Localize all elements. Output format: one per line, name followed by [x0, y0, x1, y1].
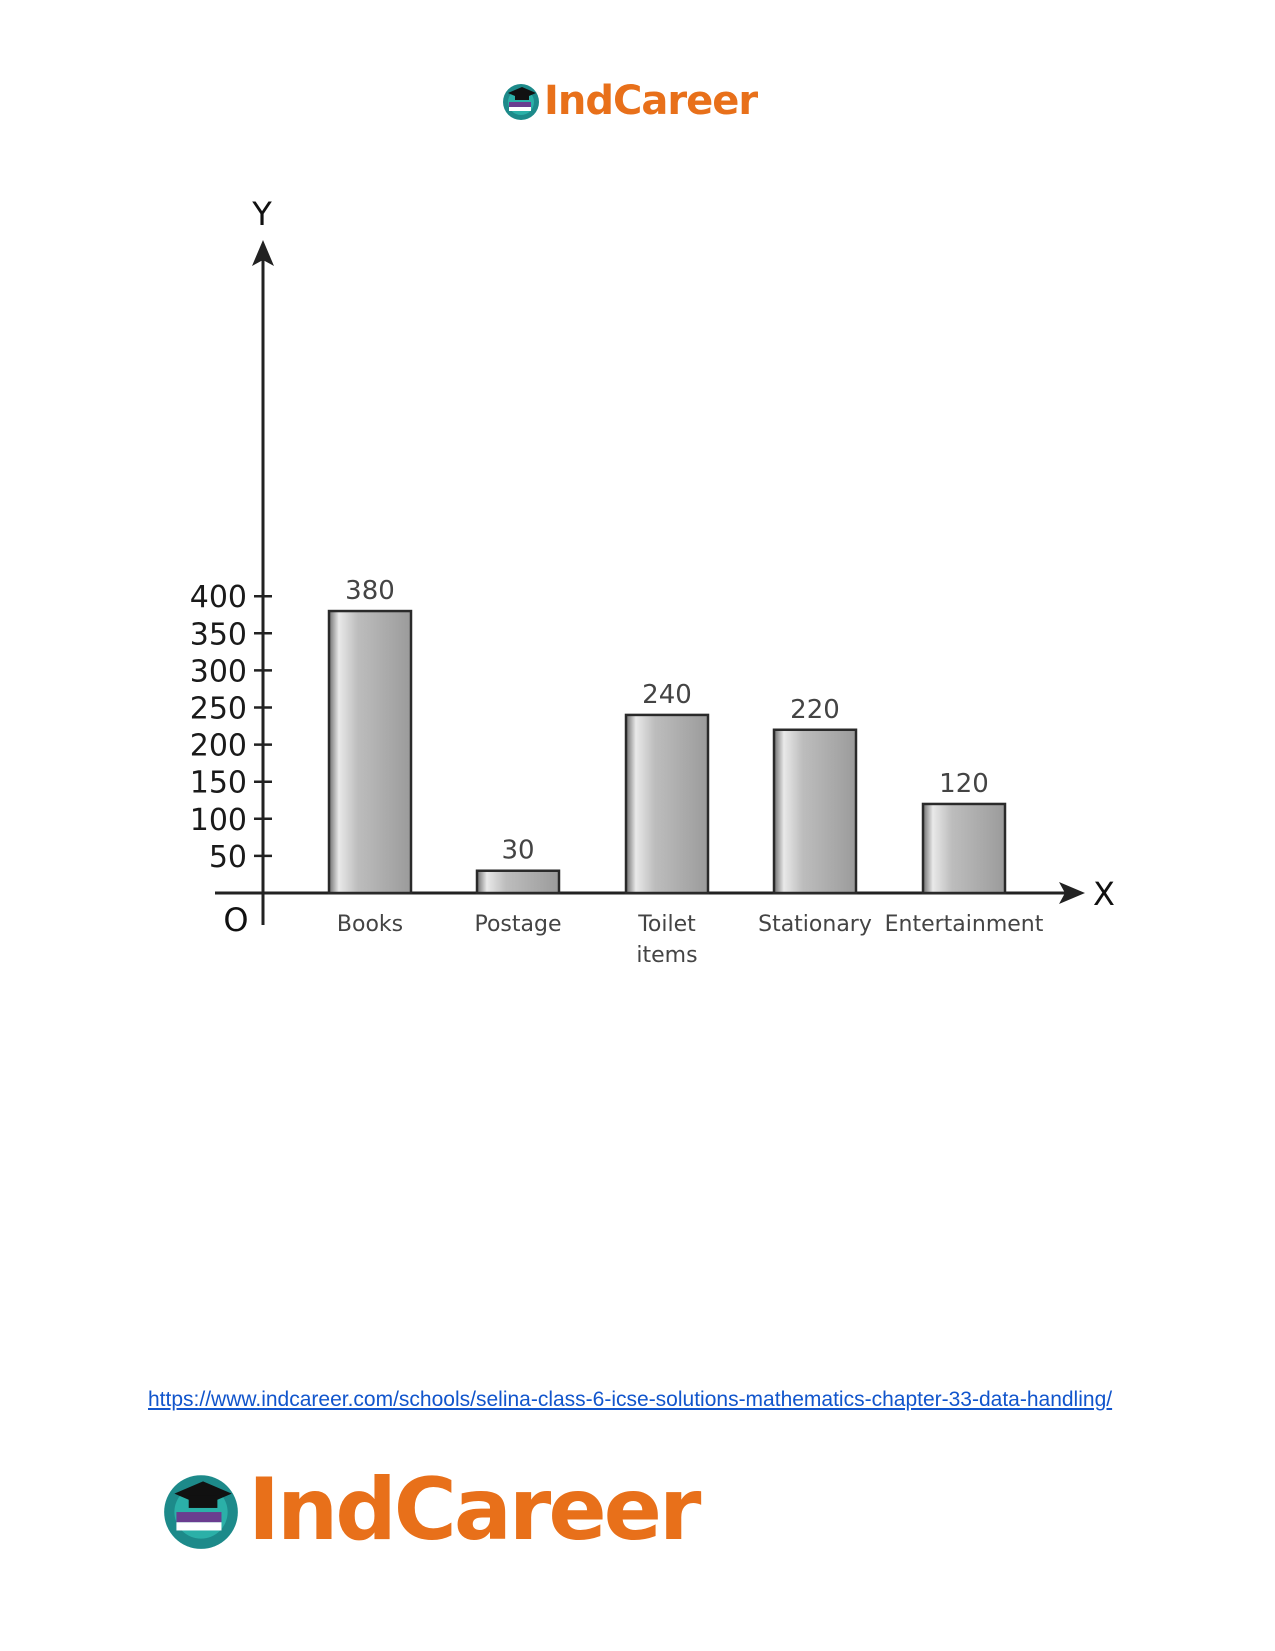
bar-books	[329, 611, 411, 893]
category-label: Entertainment	[884, 912, 1044, 937]
bar-toilet-items	[626, 715, 708, 893]
indcareer-logo-bottom	[158, 1460, 698, 1560]
category-label: Postage	[474, 912, 562, 937]
bar-value-label: 240	[642, 679, 692, 710]
x-axis-label: X	[1093, 875, 1115, 913]
y-tick-label: 150	[189, 765, 247, 801]
category-label: Toilet	[638, 912, 696, 937]
logo-wordmark: IndCareer	[544, 78, 758, 124]
y-tick-label: 300	[189, 654, 247, 690]
bar-value-label: 380	[345, 576, 395, 607]
y-tick-label: 200	[189, 728, 247, 764]
logo-wordmark: IndCareer	[248, 1460, 699, 1560]
bar-value-label: 220	[790, 694, 840, 725]
y-tick-label: 100	[189, 802, 247, 838]
category-label: Stationary	[758, 912, 872, 937]
y-axis-label: Y	[252, 195, 272, 233]
category-label: Books	[336, 912, 404, 937]
y-tick-label: 250	[189, 691, 247, 727]
origin-label: O	[223, 901, 249, 939]
y-tick-label: 400	[189, 580, 247, 616]
bar-entertainment	[923, 804, 1005, 893]
graduation-globe-icon	[158, 1467, 244, 1553]
category-label: items	[636, 943, 698, 968]
y-tick-label: 50	[208, 839, 247, 875]
source-url-link[interactable]: https://www.indcareer.com/schools/selina-class-6-icse-solutions-mathematics-chapter-33-data-handling/	[148, 1388, 1113, 1411]
bar-stationary	[774, 730, 856, 893]
bar-value-label: 120	[939, 768, 989, 799]
y-tick-label: 350	[189, 617, 247, 653]
bar-value-label: 30	[501, 835, 535, 866]
bar-postage	[477, 871, 559, 893]
